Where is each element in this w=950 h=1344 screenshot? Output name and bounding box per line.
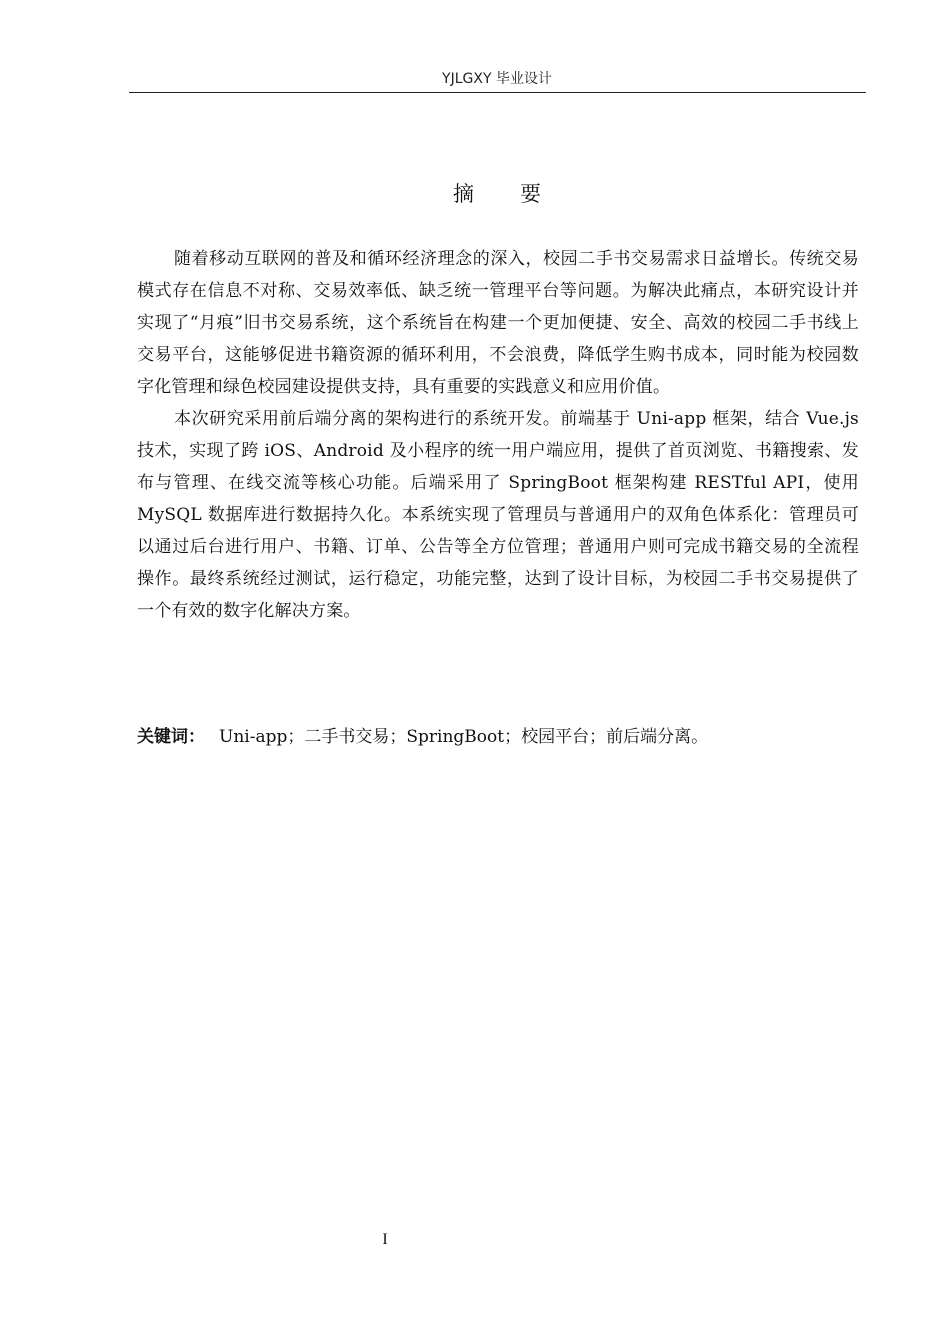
running-header: YJLGXY 毕业设计 [442, 71, 552, 87]
abstract-body [137, 243, 859, 627]
keywords-text: Uni-app；二手书交易；SpringBoot；校园平台；前后端分离。 [219, 727, 709, 747]
abstract-paragraph-1: 随着移动互联网的普及和循环经济理念的深入，校园二手书交易需求日益增长。传统交易模式存在信息不对称、交易效率低、缺乏统一管理平台等问题。为解决此痛点，本研究设计并实现了“月痕”旧书交易系统，这个系统旨在构建一个更加便捷、安全、高效的校园二手书线上交易平台，这能够促进书籍资源的循环利用，不会浪费，降低学生购书成本，同时能为校园数字化管理和绿色校园建设提供支持，具有重要的实践意义和应用价值。 [137, 249, 859, 397]
header-rule [129, 92, 866, 93]
keywords-line [137, 721, 877, 753]
abstract-title-char-2: 要 [520, 182, 541, 206]
page-number: I [382, 1231, 388, 1248]
abstract-title [0, 179, 950, 209]
abstract-paragraph-2: 本次研究采用前后端分离的架构进行的系统开发。前端基于 Uni-app 框架，结合 Vue.js 技术，实现了跨 iOS、Android 及小程序的统一用户端应用，提供了首页浏览、书籍搜索、发布与管理、在线交流等核心功能。后端采用了 SpringBoot 框架构建 RESTful API，使用 MySQL 数据库进行数据持久化。本系统实现了管理员与普通用户的双角色体系化：管理员可以通过后台进行用户、书籍、订单、公告等全方位管理；普通用户则可完成书籍交易的全流程操作。最终系统经过测试，运行稳定，功能完整，达到了设计目标，为校园二手书交易提供了一个有效的数字化解决方案。 [137, 409, 859, 621]
abstract-title-char-1: 摘 [453, 182, 474, 206]
keywords-label: 关键词： [137, 727, 205, 747]
